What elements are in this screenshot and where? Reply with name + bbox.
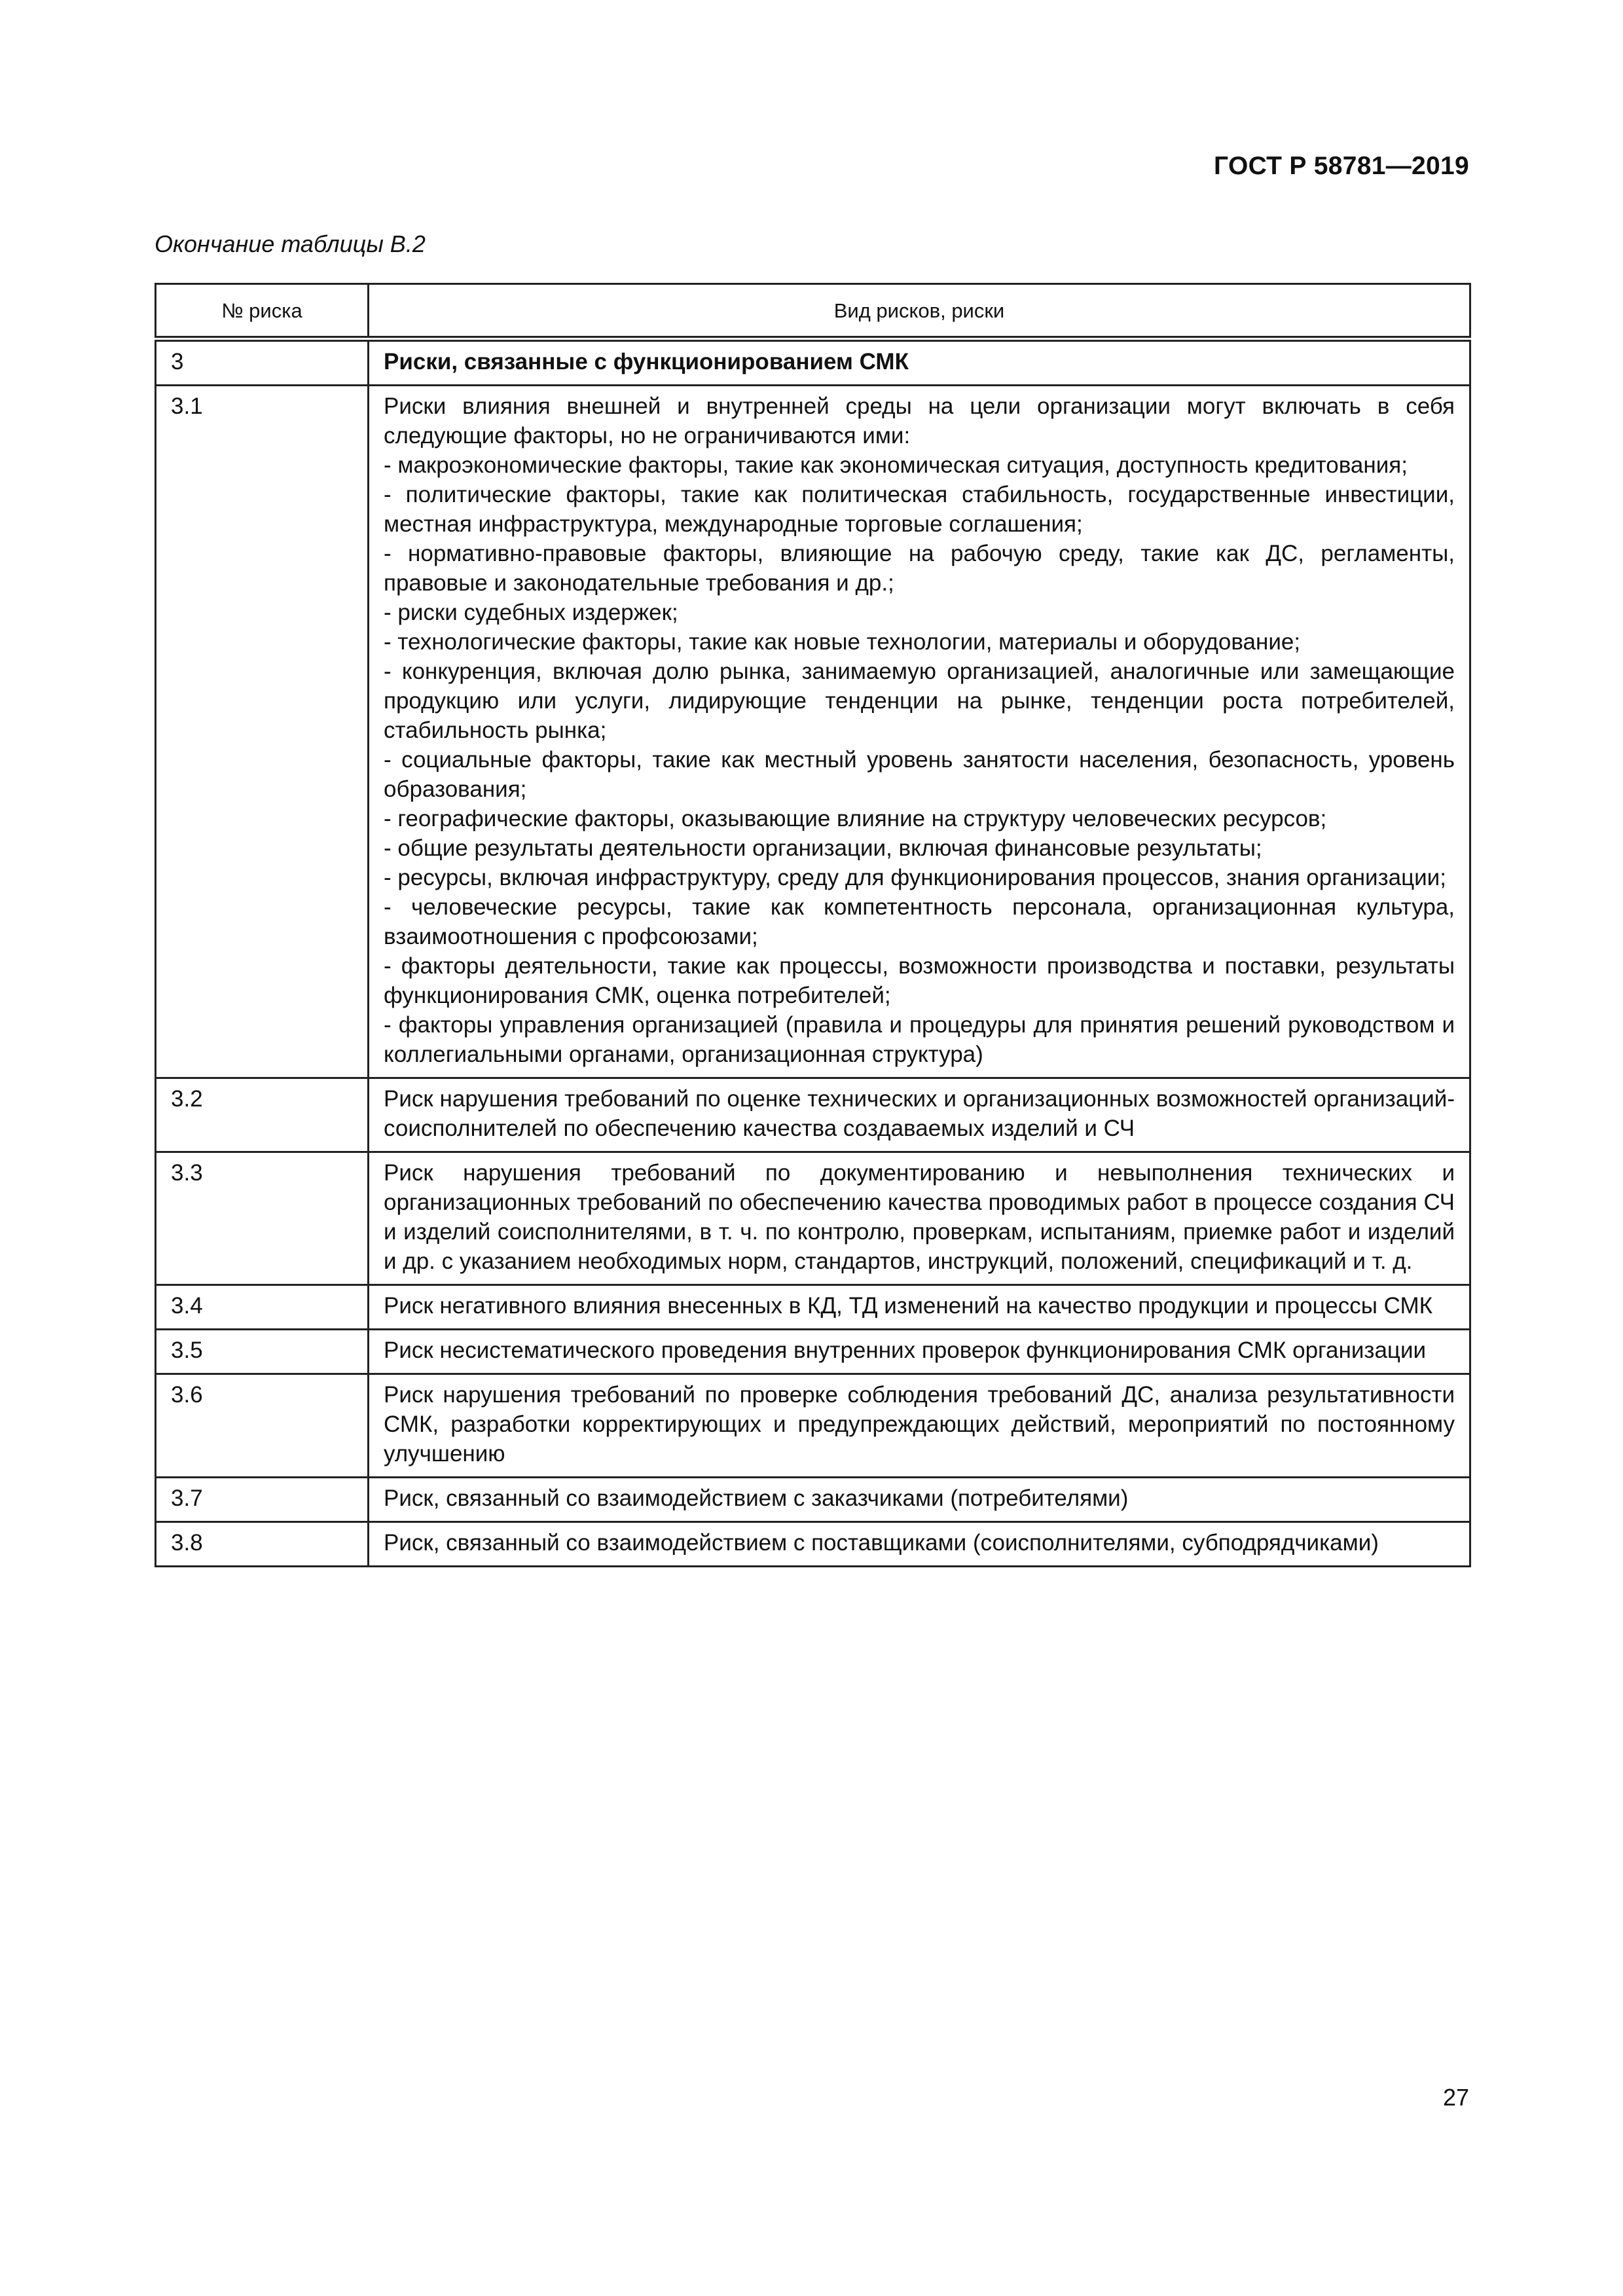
table-header-row	[156, 284, 1470, 339]
risk-description: Риск нарушения требований по оценке технических и организационных возможностей организаций-соисполнителей по обеспечению качества создаваемых изделий и СЧ	[369, 1078, 1470, 1152]
risk-description: Риск нарушения требований по проверке соблюдения требований ДС, анализа результативности СМК, разработки корректирующих и предупреждающих действий, мероприятий по постоянному улучшению	[369, 1374, 1470, 1478]
table-row	[156, 1522, 1470, 1567]
risk-factor-item: - риски судебных издержек;	[384, 600, 678, 625]
risk-factor-item: - человеческие ресурсы, такие как компетентность персонала, организационная культура, взаимоотношения с профсоюзами;	[384, 894, 1455, 949]
document-code: ГОСТ Р 58781—2019	[1214, 152, 1469, 180]
risk-number: 3.2	[156, 1078, 369, 1152]
table-row	[156, 1478, 1470, 1522]
table-row	[156, 339, 1470, 386]
column-header-risk-type: Вид рисков, риски	[369, 284, 1470, 339]
column-header-risk-number: № риска	[156, 284, 369, 339]
risk-number: 3.3	[156, 1152, 369, 1285]
risk-description: Риск несистематического проведения внутренних проверок функционирования СМК организации	[369, 1330, 1470, 1374]
risk-number: 3.4	[156, 1285, 369, 1330]
risk-description	[369, 386, 1470, 1078]
table-row	[156, 1078, 1470, 1152]
risk-number: 3.8	[156, 1522, 369, 1567]
risk-section-title: Риски, связанные с функционированием СМК	[369, 339, 1470, 386]
risk-description: Риск негативного влияния внесенных в КД, ТД изменений на качество продукции и процессы СМК	[369, 1285, 1470, 1330]
risk-factor-item: - нормативно-правовые факторы, влияющие на рабочую среду, такие как ДС, регламенты, правовые и законодательные требования и др.;	[384, 541, 1455, 596]
risk-description: Риск, связанный со взаимодействием с заказчиками (потребителями)	[369, 1478, 1470, 1522]
risk-factor-item: - социальные факторы, такие как местный уровень занятости населения, безопасность, уровень образования;	[384, 747, 1455, 802]
risk-description: Риск, связанный со взаимодействием с поставщиками (соисполнителями, субподрядчиками)	[369, 1522, 1470, 1567]
page-number: 27	[1442, 2084, 1469, 2111]
risk-factor-item: - технологические факторы, такие как новые технологии, материалы и оборудование;	[384, 629, 1301, 655]
risk-number: 3	[156, 339, 369, 386]
risk-number: 3.5	[156, 1330, 369, 1374]
risk-factor-item: - макроэкономические факторы, такие как экономическая ситуация, доступность кредитования;	[384, 452, 1408, 478]
risk-factor-item: - конкуренция, включая долю рынка, занимаемую организацией, аналогичные или замещающие продукцию или услуги, лидирующие тенденции на рынке, тенденции роста потребителей, стабильность рынка;	[384, 659, 1455, 743]
table-row	[156, 386, 1470, 1078]
risk-factor-item: - политические факторы, такие как политическая стабильность, государственные инвестиции, местная инфраструктура, международные торговые соглашения;	[384, 482, 1455, 537]
table-row	[156, 1285, 1470, 1330]
risk-factor-item: - факторы деятельности, такие как процессы, возможности производства и поставки, результаты функционирования СМК, оценка потребителей;	[384, 953, 1455, 1008]
table-row	[156, 1330, 1470, 1374]
risk-factor-item: - факторы управления организацией (правила и процедуры для принятия решений руководством и коллегиальными органами, организационная структура)	[384, 1012, 1455, 1067]
risk-factor-item: - ресурсы, включая инфраструктуру, среду для функционирования процессов, знания организации;	[384, 865, 1446, 890]
risk-description: Риск нарушения требований по документированию и невыполнения технических и организационных требований по обеспечению качества проводимых работ в процессе создания СЧ и изделий соисполнителями, в т. ч. по контролю, проверкам, испытаниям, приемке работ и изделий и др. с указанием необходимых норм, стандартов, инструкций, положений, спецификаций и т. д.	[369, 1152, 1470, 1285]
table-row	[156, 1152, 1470, 1285]
risk-number: 3.7	[156, 1478, 369, 1522]
risk-table	[155, 283, 1471, 1567]
risk-factor-intro: Риски влияния внешней и внутренней среды на цели организации могут включать в себя следующие факторы, но не ограничиваются ими:	[384, 393, 1455, 448]
risk-factor-item: - географические факторы, оказывающие влияние на структуру человеческих ресурсов;	[384, 806, 1327, 831]
table-row	[156, 1374, 1470, 1478]
risk-factor-item: - общие результаты деятельности организации, включая финансовые результаты;	[384, 835, 1262, 861]
risk-number: 3.6	[156, 1374, 369, 1478]
risk-number: 3.1	[156, 386, 369, 1078]
table-caption: Окончание таблицы В.2	[155, 230, 426, 257]
